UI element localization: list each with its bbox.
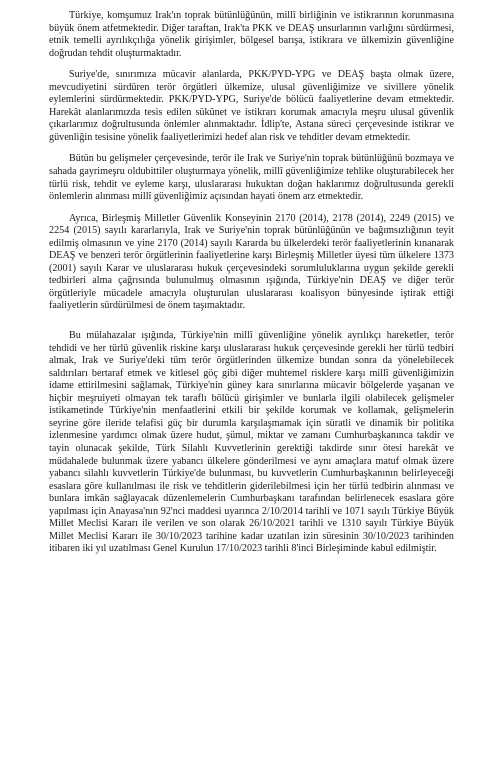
paragraph-syria: Suriye'de, sınırımıza mücavir alanlarda, PKK/PYD-YPG ve DEAŞ başta olmak üzere, mevcudiyetini sürdüren terör örgütleri ülkemize, ulusal güvenliğimize ve sivillere yönelik eylemlerini sürdürmektedir. PKK/PYD-YPG, Suriye'de bölücü faaliyetlerine devam etmektedir. Harekât alanlarımızda tesis edilen sükûnet ve istikrarı korumak amacıyla meşru ulusal güvenlik çıkarlarımız doğrultusunda önlemler alınmaktadır. İdlip'te, Astana süreci çerçevesinde istikrar ve güvenliğin tesisine yönelik faaliyetlerimizi hedef alan risk ve tehditler devam etmektedir. [49, 69, 454, 143]
paragraph-un-resolutions: Ayrıca, Birleşmiş Milletler Güvenlik Konseyinin 2170 (2014), 2178 (2014), 2249 (2015) ve 2254 (2015) sayılı kararlarıyla, Irak ve Suriye'nin toprak bütünlüğünün ve bağımsızlığının teyit edilmiş olmasının ve yine 2170 (2014) sayılı Kararda bu ülkelerdeki terör faaliyetlerinin kınanarak DEAŞ ve benzeri terör örgütlerinin faaliyetlerine karşı Birleşmiş Milletler üyesi tüm ülkelere 1373 (2001) sayılı Karar ve uluslararası hukuk çerçevesindeki sorumluluklarına uygun şekilde gerekli tedbirleri alma çağrısında bulunulmuş olmasının ışığında, Türkiye'nin DEAŞ ve diğer terör örgütleriyle mücadele amacıyla oluşturulan uluslararası koalisyon bünyesinde iştirak ettiği faaliyetlerin sürdürülmesi de önem taşımaktadır. [49, 212, 454, 312]
paragraph-developments: Bütün bu gelişmeler çerçevesinde, terör ile Irak ve Suriye'nin toprak bütünlüğünü bozmaya ve sahada gayrimeşru oldubittiler oluşturmaya yönelik, millî güvenliğimize tehlike oluşturabilecek her türlü risk, tehdit ve eyleme karşı, uluslararası hukuktan doğan haklarımız doğrultusunda gerekli önlemlerin alınması millî güvenliğimiz açısından hayati önem arz etmektedir. [49, 153, 454, 203]
document-page [49, 10, 454, 556]
paragraph-iraq: Türkiye, komşumuz Irak'ın toprak bütünlüğünün, millî birliğinin ve istikrarının korunmasına büyük önem atfetmektedir. Diğer taraftan, Irak'ta PKK ve DEAŞ unsurlarının varlığını sürdürmesi, etnik temelli ayrılıkçılığa yönelik girişimler, bölgesel barışa, istikrara ve ülkemizin güvenliğine doğrudan tehdit oluşturmaktadır. [49, 10, 454, 59]
paragraph-decision: Bu mülahazalar ışığında, Türkiye'nin millî güvenliğine yönelik ayrılıkçı hareketler, terör tehdidi ve her türlü güvenlik riskine karşı uluslararası hukuk çerçevesinde gerekli her türlü tedbiri almak, Irak ve Suriye'deki tüm terör örgütlerinden ülkemize bundan sonra da yönelebilecek saldırıları bertaraf etmek ve kitlesel göç gibi diğer muhtemel risklere karşı millî güvenliğimizin idame ettirilmesini sağlamak, Türkiye'nin güney kara sınırlarına mücavir bölgelerde yaşanan ve hiçbir meşruiyeti olmayan tek taraflı bölücü girişimler ve bunlarla ilgili olabilecek gelişmeler istikametinde Türkiye'nin menfaatlerini etkili bir şekilde korumak ve kollamak, gelişmelerin seyrine göre ileride telafisi güç bir durumla karşılaşmamak için süratli ve dinamik bir politika izlenmesine yardımcı olmak üzere hudut, şümul, miktar ve zamanı Cumhurbaşkanınca takdir ve tayin olunacak şekilde, Türk Silahlı Kuvvetlerinin gerektiği takdirde sınır ötesi harekât ve müdahalede bulunmak üzere yabancı ülkelere gönderilmesi ve aynı amaçlara matuf olmak üzere yabancı silahlı kuvvetlerin Türkiye'de bulunması, bu kuvvetlerin Cumhurbaşkanının belirleyeceği esaslara göre kullanılması ile risk ve tehditlerin giderilebilmesi için her türlü tedbirin alınması ve bunlara imkân sağlayacak düzenlemelerin Cumhurbaşkanı tarafından belirlenecek esaslara göre yapılması için Anayasa'nın 92'nci maddesi uyarınca 2/10/2014 tarihli ve 1071 sayılı Türkiye Büyük Millet Meclisi Kararı ile verilen ve son olarak 26/10/2021 tarihli ve 1310 sayılı Türkiye Büyük Millet Meclisi Kararı ile 30/10/2023 tarihine kadar uzatılan izin süresinin 30/10/2023 tarihinden itibaren iki yıl uzatılması Genel Kurulun 17/10/2023 tarihli 8'inci Birleşiminde kabul edilmiştir. [49, 330, 454, 555]
